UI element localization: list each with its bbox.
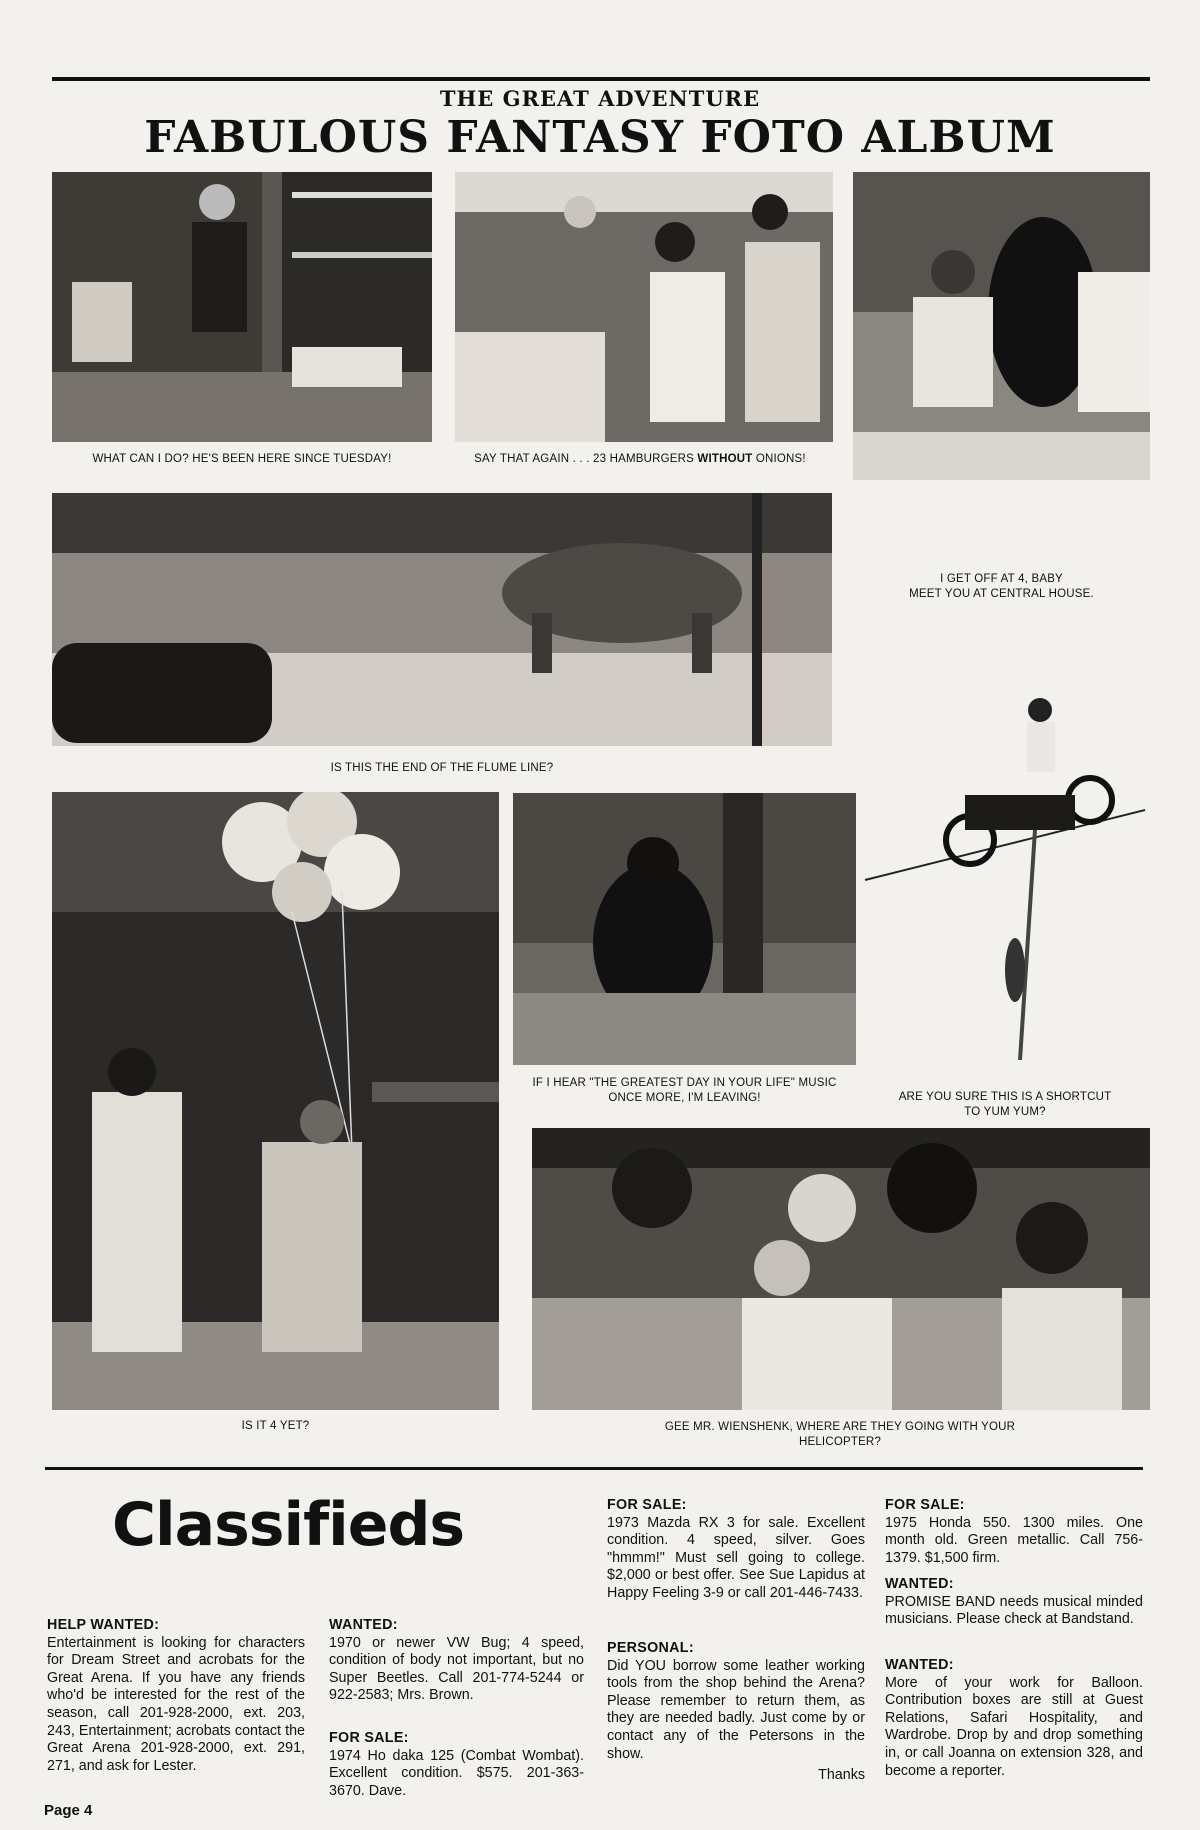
photo-office [52,172,432,442]
ad-wanted-balloon [885,1657,1143,1780]
caption-gorilla-line1: I GET OFF AT 4, BABY [940,573,1063,585]
ad-heading: WANTED: [885,1657,954,1673]
caption-motorcycle [860,1090,1150,1120]
ad-help-wanted [47,1617,305,1775]
photo-motorcycle [855,680,1150,1070]
ad-heading: HELP WANTED: [47,1617,160,1633]
ad-body: More of your work for Balloon. Contribution boxes are still at Guest Relations, Safari Hospitality, and Wardrobe. Drop by and drop something in, or call Joanna on extension 328, and become a reporter. [885,1674,1143,1779]
ad-body: PROMISE BAND needs musical minded musicians. Please check at Bandstand. [885,1593,1143,1628]
caption-crowd [560,1420,1120,1450]
caption-hamburgers-pre: SAY THAT AGAIN . . . 23 HAMBURGERS [474,453,698,465]
ad-heading: WANTED: [329,1617,398,1633]
caption-motorcycle-line1: ARE YOU SURE THIS IS A SHORTCUT [898,1091,1112,1103]
ad-signoff: Thanks [818,1767,865,1784]
photo-rhino [52,493,832,746]
album-title: FABULOUS FANTASY FOTO ALBUM [144,112,1056,163]
ad-for-sale-mazda [607,1497,865,1603]
caption-balloons: IS IT 4 YET? [241,1420,310,1432]
caption-bear-line1: IF I HEAR "THE GREATEST DAY IN YOUR LIFE" MUSIC [532,1077,837,1089]
caption-office: WHAT CAN I DO? HE'S BEEN HERE SINCE TUESDAY! [92,453,392,465]
ad-wanted-vw [329,1617,584,1705]
photo-gorilla [853,172,1150,480]
ad-heading: PERSONAL: [607,1640,694,1656]
ad-heading: FOR SALE: [607,1497,687,1513]
ad-body: 1975 Honda 550. 1300 miles. One month old. Green metallic. Call 756-1379. $1,500 firm. [885,1514,1143,1566]
photo-balloons [52,792,499,1410]
caption-hamburgers-post: ONIONS! [752,453,806,465]
photo-hamburgers [455,172,833,442]
ad-heading: FOR SALE: [329,1730,409,1746]
photo-crowd [532,1128,1150,1410]
caption-bear-line2: ONCE MORE, I'M LEAVING! [608,1092,761,1104]
caption-bear [503,1076,866,1106]
ad-for-sale-honda [885,1497,1143,1567]
classifieds-title: Classifieds [112,1490,465,1560]
ad-heading: WANTED: [885,1576,954,1592]
ad-heading: FOR SALE: [885,1497,965,1513]
ad-personal [607,1640,865,1785]
caption-hamburgers [440,452,840,467]
page-number: Page 4 [44,1802,93,1819]
top-rule [52,77,1150,81]
photo-bear [513,793,856,1065]
ad-body: Entertainment is looking for characters for Dream Street and acrobats for the Great Arena. If you have any friends who'd be interested for the rest of the season, call 201-928-2000, ext. 203, 243, Entertainment; acrobats contact the Great Arena 201-928-2000, ext. 291, 271, and ask for Lester. [47,1634,305,1774]
caption-gorilla [853,572,1150,602]
ad-body: Did YOU borrow some leather working tools from the shop behind the Arena? Please remember to return them, as they are needed badly. Just come by or contact any of the Petersons in the show. [607,1657,865,1762]
caption-gorilla-line2: MEET YOU AT CENTRAL HOUSE. [909,588,1094,600]
ad-body: 1970 or newer VW Bug; 4 speed, condition of body not important, but no Super Beetles. Call 201-774-5244 or 922-2583; Mrs. Brown. [329,1634,584,1704]
caption-motorcycle-line2: TO YUM YUM? [964,1106,1046,1118]
caption-rhino: IS THIS THE END OF THE FLUME LINE? [330,762,554,774]
ad-for-sale-hodaka [329,1730,584,1800]
album-kicker: THE GREAT ADVENTURE [439,86,761,111]
caption-crowd-line2: HELICOPTER? [798,1436,882,1448]
caption-hamburgers-bold: WITHOUT [697,453,753,465]
ad-body: 1973 Mazda RX 3 for sale. Excellent condition. 4 speed, silver. Goes "hmmm!" Must sell going to college. $2,000 or best offer. See Sue Lapidus at Happy Feeling 3-9 or call 201-446-7433. [607,1514,865,1601]
caption-crowd-line1: GEE MR. WIENSHENK, WHERE ARE THEY GOING WITH YOUR [664,1421,1016,1433]
classifieds-rule [45,1467,1143,1470]
ad-wanted-band [885,1576,1143,1629]
ad-body: 1974 Ho daka 125 (Combat Wombat). Excellent condition. $575. 201-363-3670. Dave. [329,1747,584,1799]
